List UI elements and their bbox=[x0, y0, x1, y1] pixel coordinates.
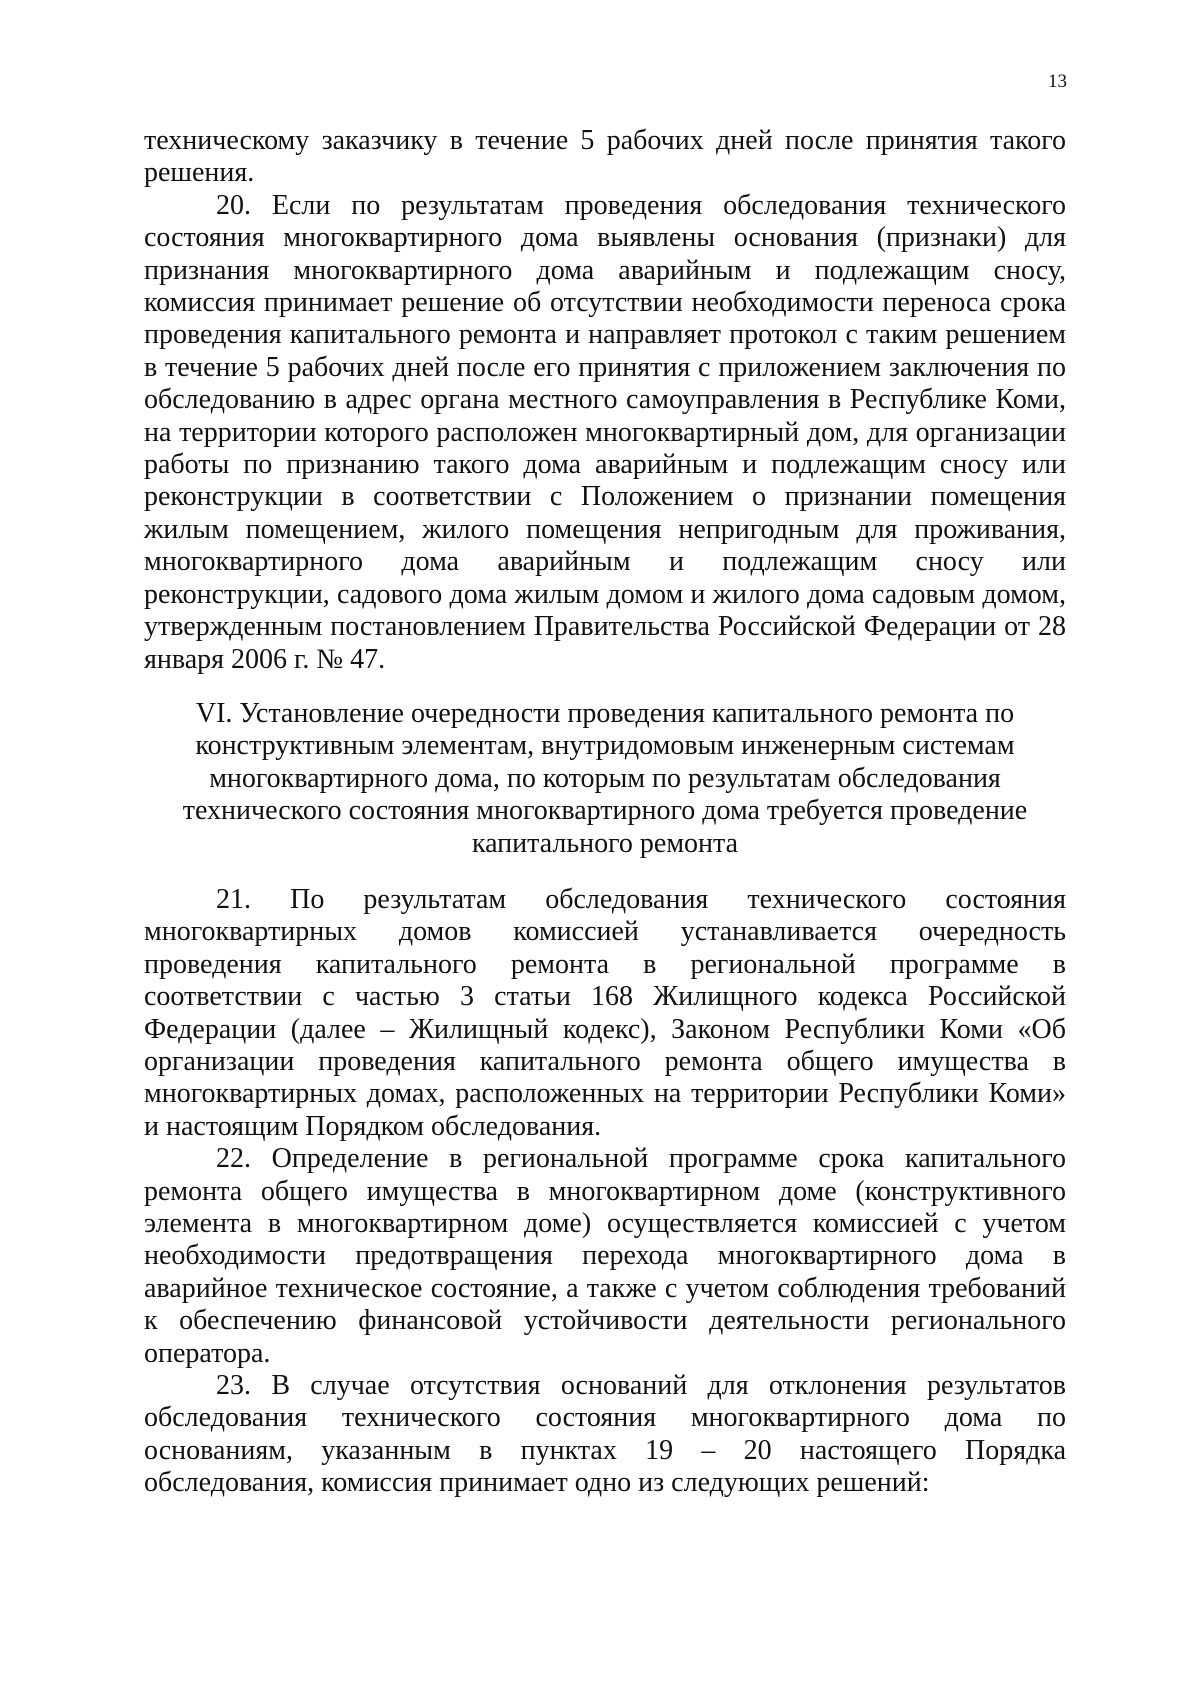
section-heading-line: VI. Установление очередности проведения капитального ремонта по bbox=[195, 697, 1015, 729]
paragraph-23: 23. В случае отсутствия оснований для отклонения результатов обследования технического состояния многоквартирного дома по основаниям, указанным в пунктах 19 – 20 настоящего Порядка обследования, комиссия принимает одно из следующих решений: bbox=[144, 1370, 1066, 1499]
section-heading-line: конструктивным элементам, внутридомовым инженерным системам bbox=[195, 730, 1015, 762]
section-heading-line: многоквартирного дома, по которым по результатам обследования bbox=[209, 762, 1001, 794]
paragraph-20: 20. Если по результатам проведения обследования технического состояния многоквартирного дома выявлены основания (признаки) для признания многоквартирного дома аварийным и подлежащим сносу, комиссия принимает решение об отсутствии необходимости переноса срока проведения капитального ремонта и направляет протокол с таким решением в течение 5 рабочих дней после его принятия с приложением заключения по обследованию в адрес органа местного самоуправления в Республике Коми, на территории которого расположен многоквартирный дом, для организации работы по признанию такого дома аварийным и подлежащим сносу или реконструкции в соответствии с Положением о признании помещения жилым помещением, жилого помещения непригодным для проживания, многоквартирного дома аварийным и подлежащим сносу или реконструкции, садового дома жилым домом и жилого дома садовым домом, утвержденным постановлением Правительства Российской Федерации от 28 января 2006 г. № 47. bbox=[144, 189, 1066, 675]
paragraph-21: 21. По результатам обследования технического состояния многоквартирных домов комиссией устанавливается очередность проведения капитального ремонта в региональной программе в соответствии с частью 3 статьи 168 Жилищного кодекса Российской Федерации (далее – Жилищный кодекс), Законом Республики Коми «Об организации проведения капитального ремонта общего имущества в многоквартирных домах, расположенных на территории Республики Коми» и настоящим Порядком обследования. bbox=[144, 883, 1066, 1142]
paragraph-22: 22. Определение в региональной программе срока капитального ремонта общего имущества в многоквартирном доме (конструктивного элемента в многоквартирном доме) осуществляется комиссией с учетом необходимости предотвращения перехода многоквартирного дома в аварийное техническое состояние, а также с учетом соблюдения требований к обеспечению финансовой устойчивости деятельности регионального оператора. bbox=[144, 1143, 1066, 1369]
section-heading-line: капитального ремонта bbox=[471, 827, 739, 859]
document-body bbox=[144, 125, 1066, 1500]
section-heading-line: технического состояния многоквартирного дома требуется проведение bbox=[182, 795, 1028, 827]
section-heading bbox=[144, 698, 1066, 860]
page-number: 13 bbox=[1048, 71, 1067, 92]
paragraph-continuation: техническому заказчику в течение 5 рабочих дней после принятия такого решения. bbox=[144, 125, 1066, 189]
